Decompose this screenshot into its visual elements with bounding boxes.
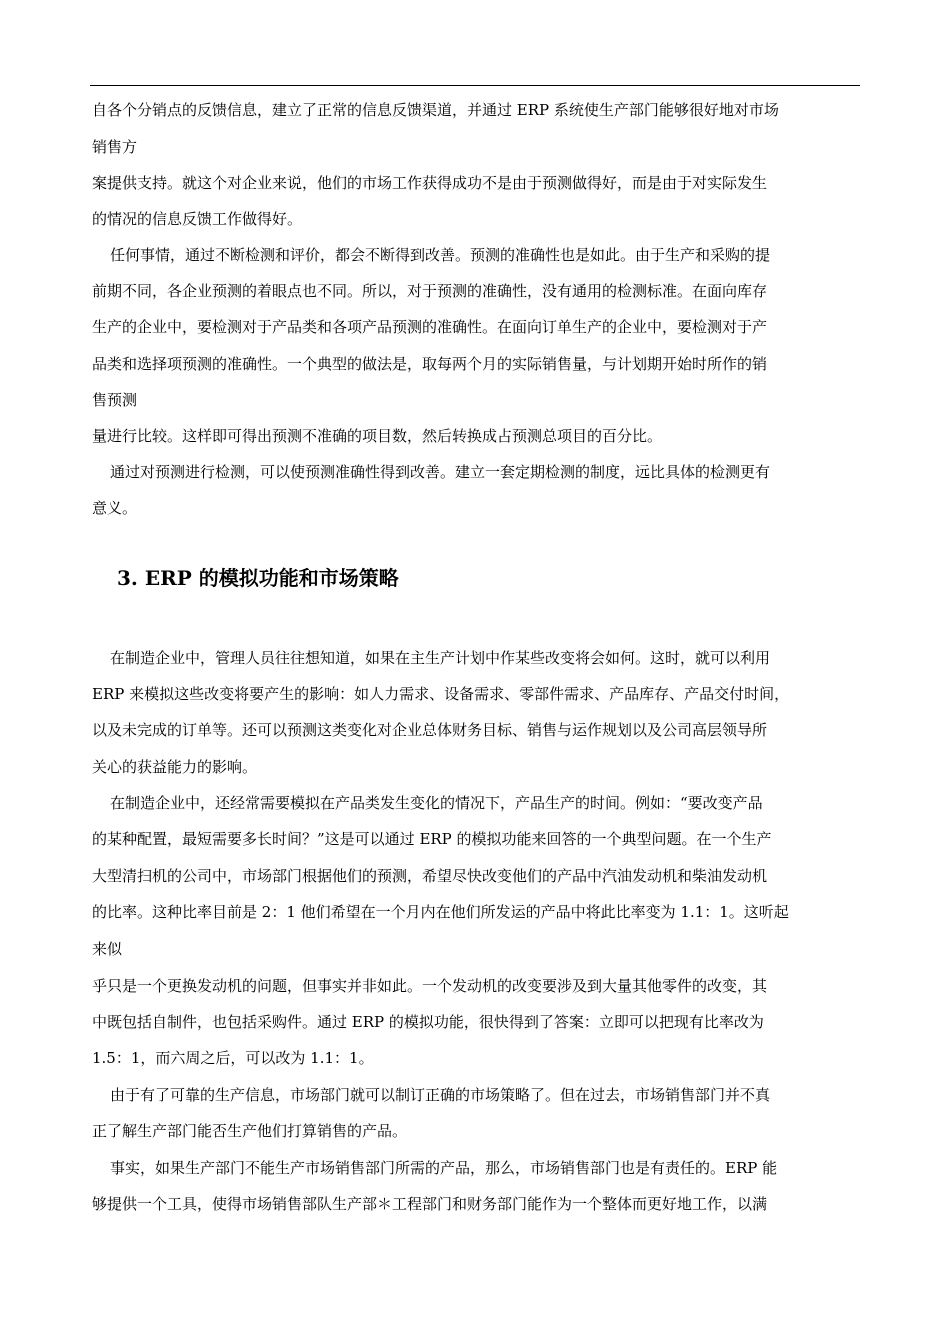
paragraph-start: 在制造企业中，还经常需要模拟在产品类发生变化的情况下，产品生产的时间。例如：“要改变产品 [110,794,763,812]
text-line: 的情况的信息反馈工作做得好。 [92,210,303,228]
text-line: ERP 来模拟这些改变将要产生的影响：如人力需求、设备需求、零部件需求、产品库存、产品交付时间， [92,685,790,703]
text-line: 自各个分销点的反馈信息，建立了正常的信息反馈渠道，并通过 ERP 系统使生产部门能够很好地对市场 [92,101,779,119]
text-line: 品类和选择项预测的准确性。一个典型的做法是，取每两个月的实际销售量，与计划期开始时所作的销 [92,355,768,373]
text-line: 乎只是一个更换发动机的问题，但事实并非如此。一个发动机的改变要涉及到大量其他零件的改变，其 [92,977,768,995]
text-line: 关心的获益能力的影响。 [92,758,258,776]
text-line: 销售方 [92,138,138,156]
text-line: 1.5：1，而六周之后，可以改为 1.1：1。 [92,1049,374,1067]
text-line: 生产的企业中，要检测对于产品类和各项产品预测的准确性。在面向订单生产的企业中，要检测对于产 [92,318,768,336]
text-line: 中既包括自制件，也包括采购件。通过 ERP 的模拟功能，很快得到了答案：立即可以把现有比率改为 [92,1013,764,1031]
text-line: 案提供支持。就这个对企业来说，他们的市场工作获得成功不是由于预测做得好，而是由于对实际发生 [92,174,768,192]
paragraph-start: 通过对预测进行检测，可以使预测准确性得到改善。建立一套定期检测的制度，远比具体的检测更有 [110,463,771,481]
text-line: 意义。 [92,499,138,517]
text-line: 前期不同，各企业预测的着眼点也不同。所以，对于预测的准确性，没有通用的检测标准。在面向库存 [92,282,768,300]
text-line: 售预测 [92,391,138,409]
header-rule [90,85,860,86]
paragraph-start: 由于有了可靠的生产信息，市场部门就可以制订正确的市场策略了。但在过去，市场销售部门并不真 [110,1086,771,1104]
text-line: 量进行比较。这样即可得出预测不准确的项目数，然后转换成占预测总项目的百分比。 [92,427,663,445]
text-line: 够提供一个工具，使得市场销售部队生产部＊工程部门和财务部门能作为一个整体而更好地工作，以满 [92,1195,768,1213]
text-line: 来似 [92,940,123,958]
text-line: 大型清扫机的公司中，市场部门根据他们的预测，希望尽快改变他们的产品中汽油发动机和柴油发动机 [92,867,768,885]
paragraph-start: 在制造企业中，管理人员往往想知道，如果在主生产计划中作某些改变将会如何。这时，就可以利用 [110,649,771,667]
text-line: 正了解生产部门能否生产他们打算销售的产品。 [92,1122,408,1140]
paragraph-start: 事实，如果生产部门不能生产市场销售部门所需的产品，那么，市场销售部门也是有责任的。ERP 能 [110,1159,778,1177]
text-line: 的某种配置，最短需要多长时间？”这是可以通过 ERP 的模拟功能来回答的一个典型问题。在一个生产 [92,830,772,848]
text-line: 的比率。这种比率目前是 2：1 他们希望在一个月内在他们所发运的产品中将此比率变为 1.1：1。这听起 [92,903,789,921]
section-heading: 3. ERP 的模拟功能和市场策略 [117,566,399,590]
paragraph-start: 任何事情，通过不断检测和评价，都会不断得到改善。预测的准确性也是如此。由于生产和采购的提 [110,246,771,264]
text-line: 以及未完成的订单等。还可以预测这类变化对企业总体财务目标、销售与运作规划以及公司高层领导所 [92,721,768,739]
